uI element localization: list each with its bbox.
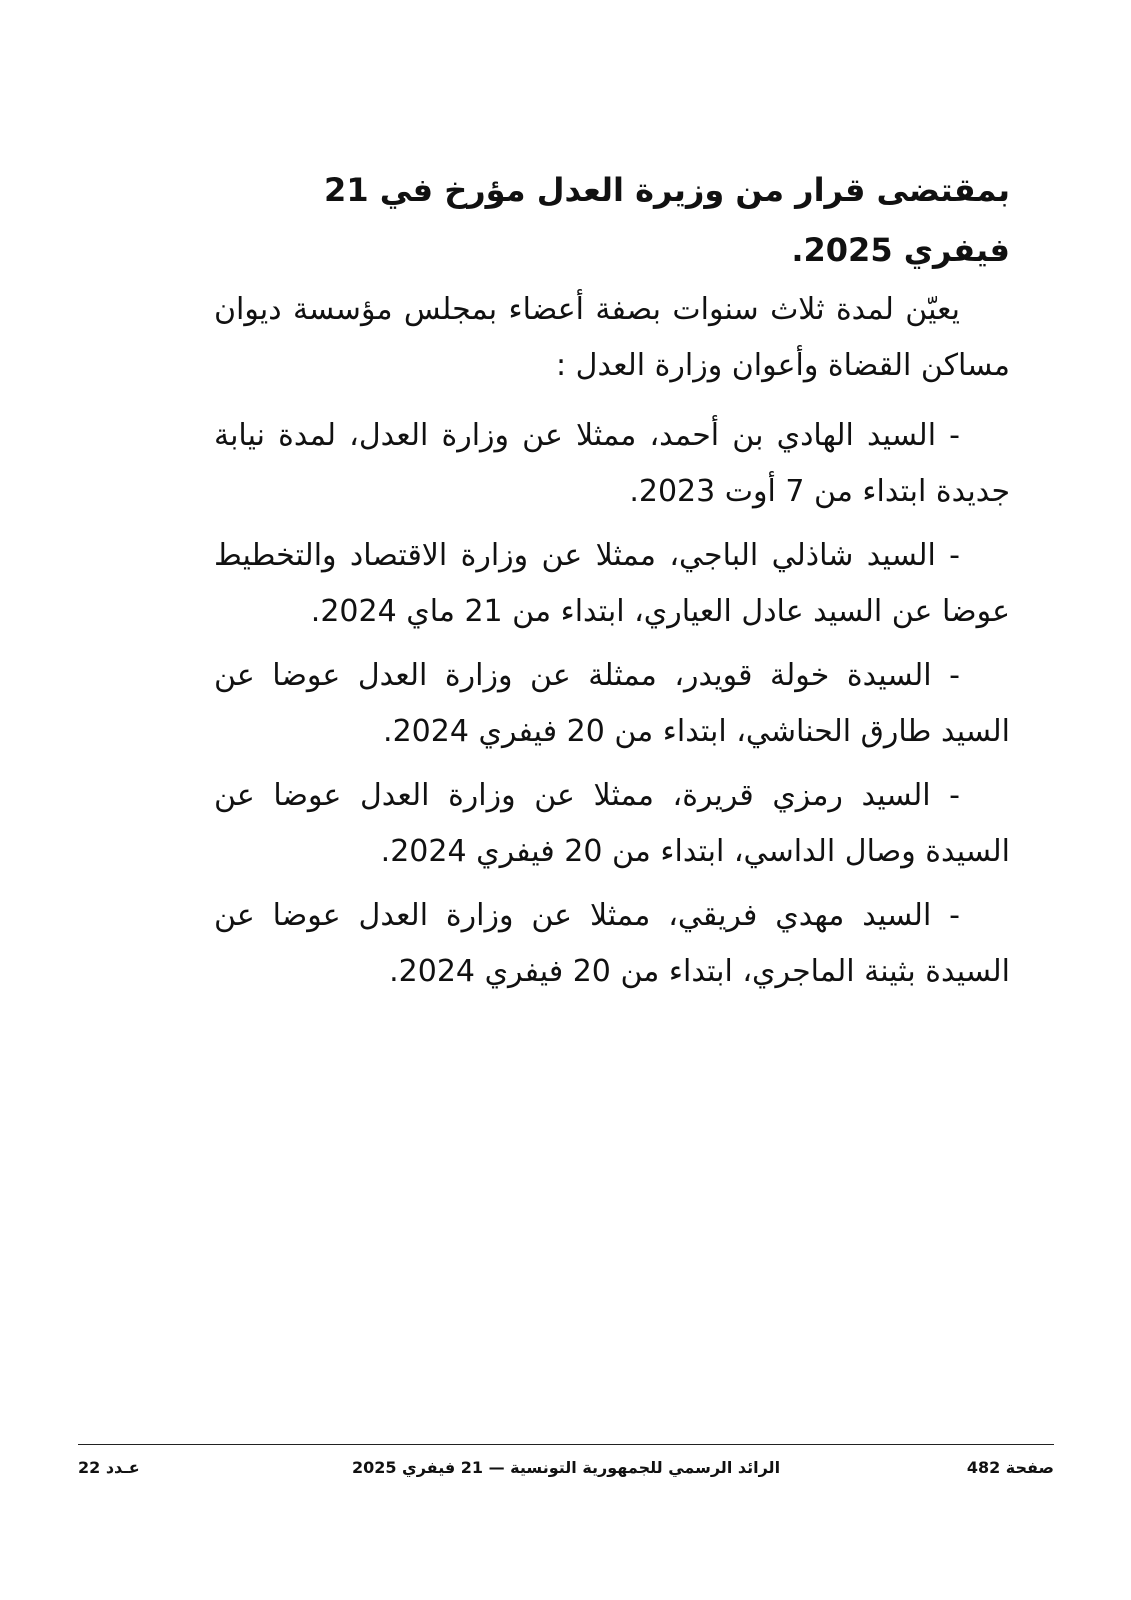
document-body bbox=[214, 160, 1010, 1008]
appointment-item: - السيد مهدي فريقي، ممثلا عن وزارة العدل عوضا عن السيدة بثينة الماجري، ابتداء من 20 فيفري 2024. bbox=[214, 898, 1010, 989]
decree-title: بمقتضى قرار من وزيرة العدل مؤرخ في 21 فيفري 2025. bbox=[324, 171, 1010, 269]
page-footer bbox=[78, 1452, 1054, 1486]
appointment-item: - السيد الهادي بن أحمد، ممثلا عن وزارة العدل، لمدة نيابة جديدة ابتداء من 7 أوت 2023. bbox=[214, 418, 1010, 509]
footer-gazette-title: الرائد الرسمي للجمهورية التونسية — 21 فيفري 2025 bbox=[351, 1458, 781, 1477]
appointment-item: - السيد رمزي قريرة، ممثلا عن وزارة العدل عوضا عن السيدة وصال الداسي، ابتداء من 20 فيفري 2024. bbox=[214, 778, 1010, 869]
appointment-item: - السيد شاذلي الباجي، ممثلا عن وزارة الاقتصاد والتخطيط عوضا عن السيد عادل العياري، ابتداء من 21 ماي 2024. bbox=[214, 538, 1010, 629]
footer-issue-number: عـدد 22 bbox=[78, 1458, 140, 1477]
footer-page-number: صفحة 482 bbox=[966, 1458, 1054, 1477]
footer-divider bbox=[78, 1444, 1054, 1445]
appointment-item: - السيدة خولة قويدر، ممثلة عن وزارة العدل عوضا عن السيد طارق الحناشي، ابتداء من 20 فيفري 2024. bbox=[214, 658, 1010, 749]
decree-intro-paragraph: يعيّن لمدة ثلاث سنوات بصفة أعضاء بمجلس مؤسسة ديوان مساكن القضاة وأعوان وزارة العدل : bbox=[214, 292, 1010, 383]
